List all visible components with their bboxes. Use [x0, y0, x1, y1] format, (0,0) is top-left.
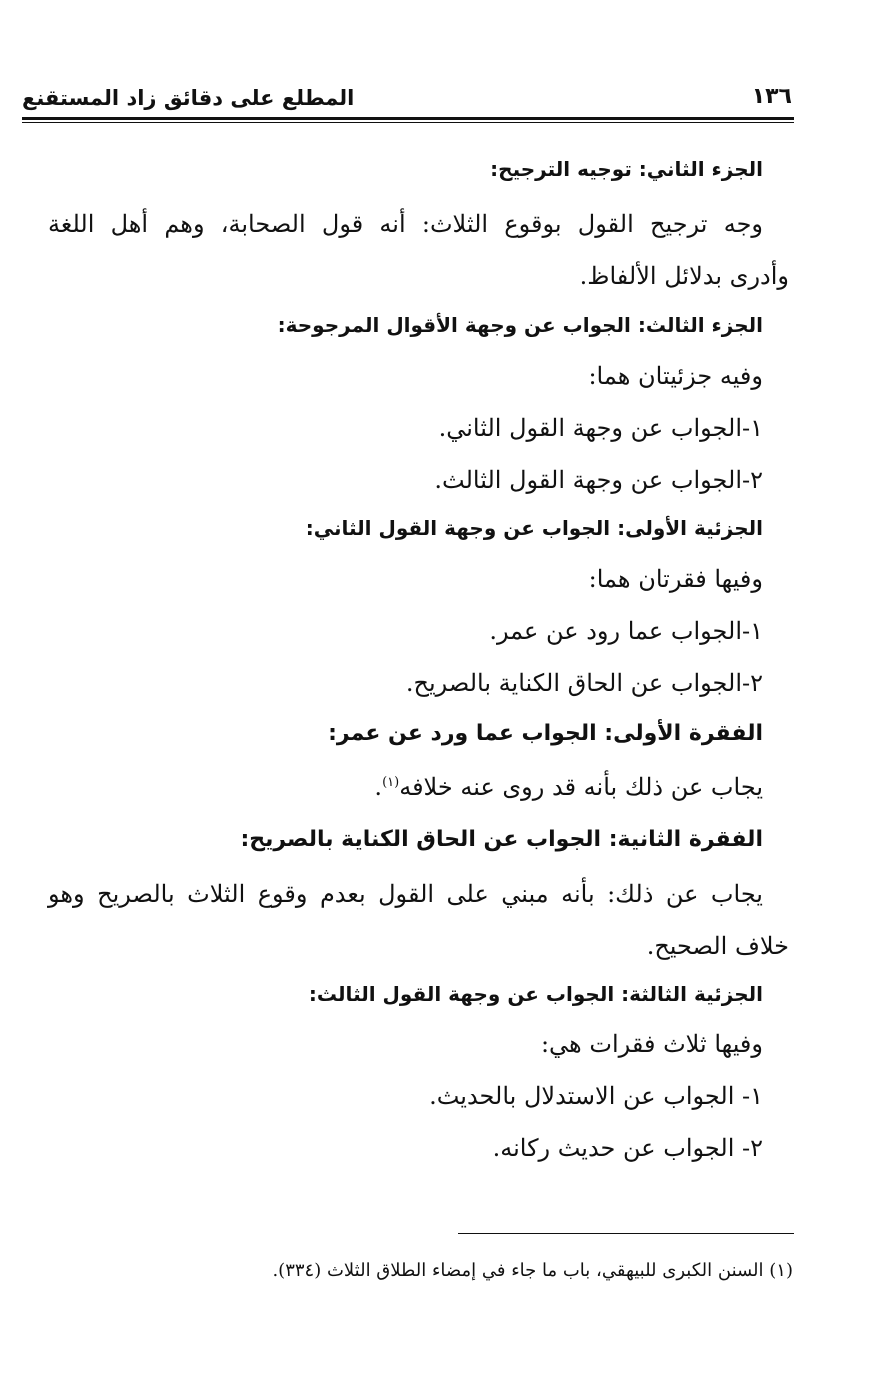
- section-heading: الفقرة الثانية: الجواب عن الحاق الكناية بالصريح:: [240, 827, 763, 852]
- paragraph-line: [374, 773, 763, 801]
- paragraph-text: يجاب عن ذلك بأنه قد روى عنه خلافه: [399, 773, 763, 801]
- paragraph-line: وفيها فقرتان هما:: [588, 565, 763, 593]
- paragraph-line: يجاب عن ذلك: بأنه مبني على القول بعدم وقوع الثلاث بالصريح وهو: [48, 880, 763, 908]
- header-rule-thin: [22, 122, 794, 123]
- list-item: ١-الجواب عن وجهة القول الثاني.: [438, 414, 763, 442]
- paragraph-line: وفيها ثلاث فقرات هي:: [540, 1030, 763, 1058]
- list-item: ١-الجواب عما رود عن عمر.: [489, 617, 763, 645]
- list-item: ٢- الجواب عن حديث ركانه.: [492, 1134, 763, 1162]
- section-heading: الجزء الثالث: الجواب عن وجهة الأقوال المرجوحة:: [277, 313, 763, 337]
- paragraph-line: وأدرى بدلائل الألفاظ.: [579, 262, 789, 290]
- list-item: ١- الجواب عن الاستدلال بالحديث.: [429, 1082, 763, 1110]
- footnote-separator: [458, 1233, 794, 1234]
- footnote-reference: (١): [382, 775, 400, 790]
- paragraph-line: خلاف الصحيح.: [646, 932, 789, 960]
- paragraph-line: وجه ترجيح القول بوقوع الثلاث: أنه قول الصحابة، وهم أهل اللغة: [48, 210, 763, 238]
- section-heading: الجزئية الثالثة: الجواب عن وجهة القول الثالث:: [308, 982, 763, 1006]
- section-heading: الجزء الثاني: توجيه الترجيح:: [490, 157, 763, 181]
- book-title: المطلع على دقائق زاد المستقنع: [22, 86, 355, 110]
- sentence-end: .: [374, 773, 383, 801]
- section-heading: الفقرة الأولى: الجواب عما ورد عن عمر:: [328, 721, 763, 746]
- header-rule: [22, 117, 794, 120]
- section-heading: الجزئية الأولى: الجواب عن وجهة القول الثاني:: [305, 516, 763, 540]
- footnote: (١) السنن الكبرى للبيهقي، باب ما جاء في إمضاء الطلاق الثلاث (٣٣٤).: [272, 1260, 793, 1281]
- list-item: ٢-الجواب عن وجهة القول الثالث.: [434, 466, 763, 494]
- page-number: ١٣٦: [751, 84, 792, 109]
- paragraph-line: وفيه جزئيتان هما:: [588, 362, 763, 390]
- list-item: ٢-الجواب عن الحاق الكناية بالصريح.: [405, 669, 763, 697]
- page-header: [22, 86, 794, 114]
